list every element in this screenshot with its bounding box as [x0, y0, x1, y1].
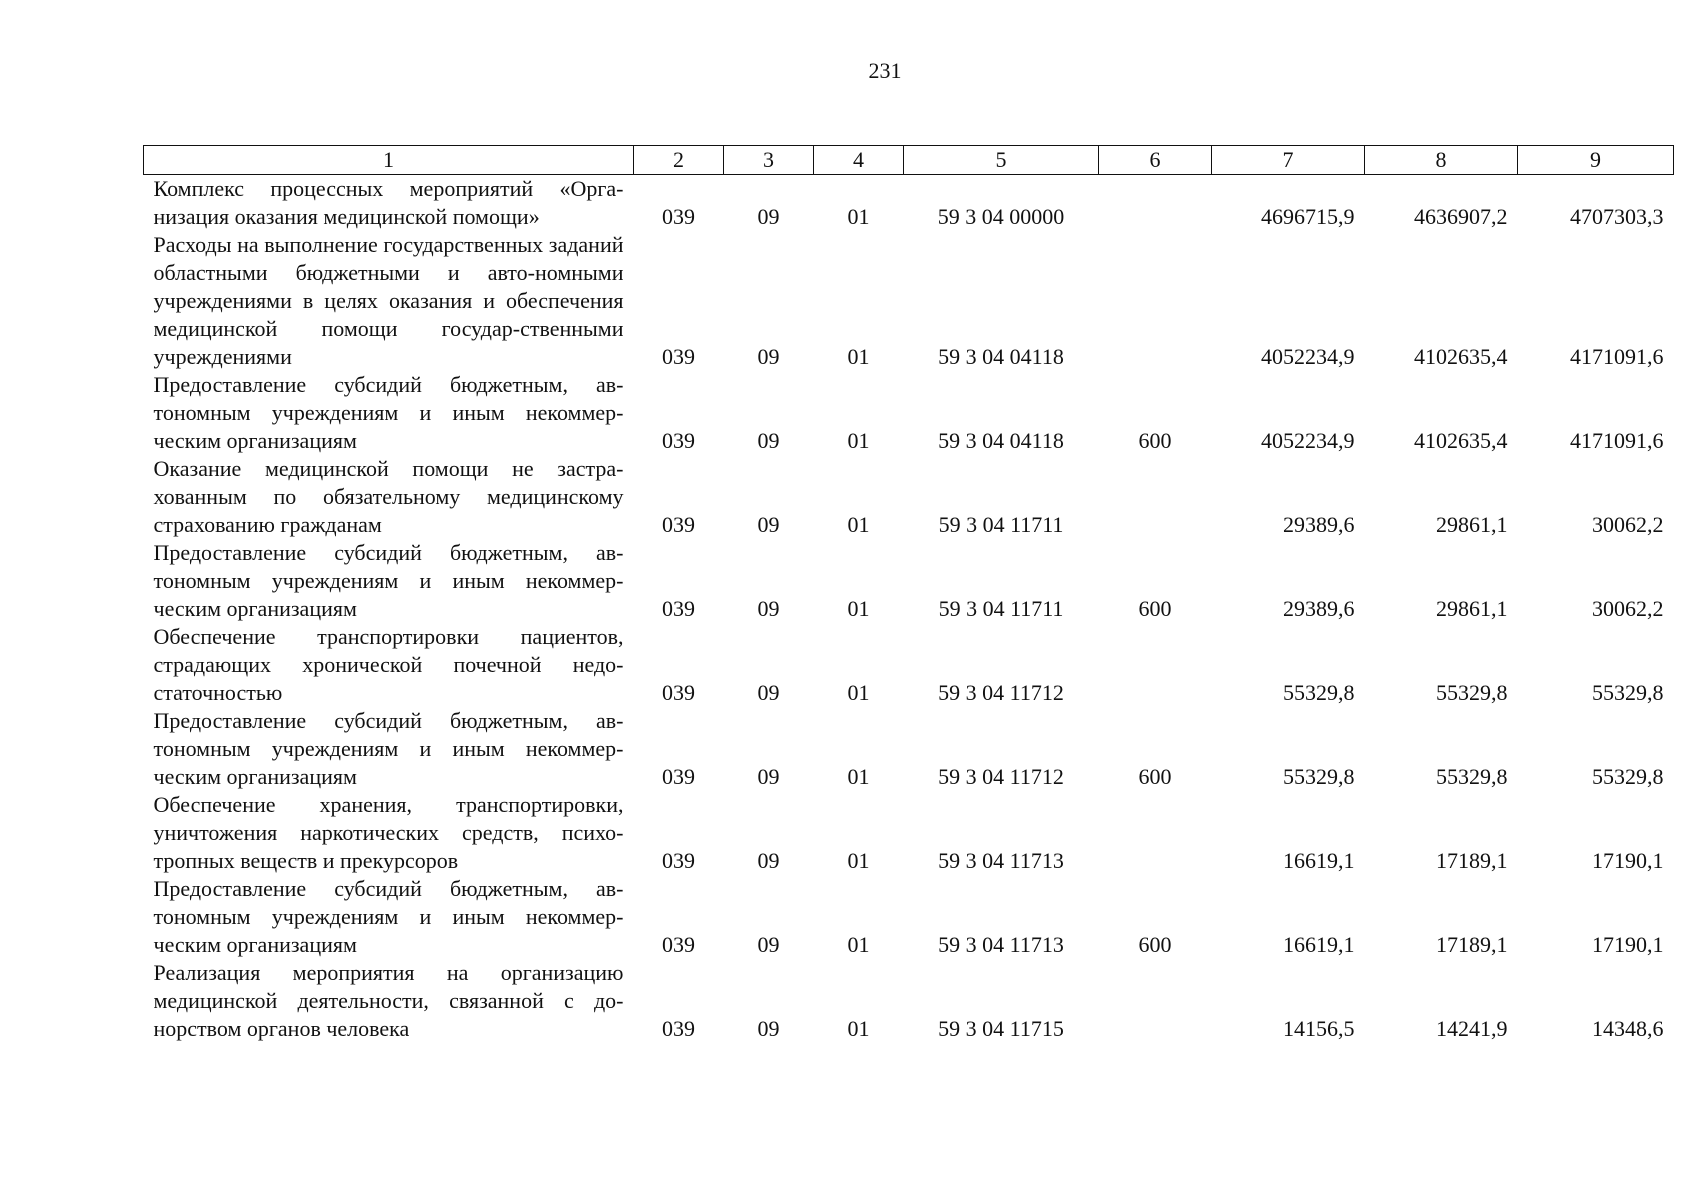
expense-type-cell — [1099, 455, 1212, 539]
table-row — [144, 455, 1674, 539]
table-row — [144, 371, 1674, 455]
amount-year3-cell: 4171091,6 — [1570, 344, 1664, 369]
section-cell: 09 — [757, 848, 780, 873]
subsection-cell: 01 — [847, 848, 870, 873]
column-header: 6 — [1099, 146, 1212, 175]
row-name: Предоставление субсидий бюджетным, ав-тономным учреждениям и иным некоммер-ческим организациям — [153, 372, 624, 453]
subsection-cell: 01 — [847, 344, 870, 369]
grbs-cell: 039 — [662, 428, 695, 453]
section-cell: 09 — [757, 204, 780, 229]
table-row — [144, 791, 1674, 875]
table-row — [144, 875, 1674, 959]
grbs-cell: 039 — [662, 204, 695, 229]
amount-year1-cell: 14156,5 — [1283, 1016, 1355, 1041]
expense-type-cell — [1099, 791, 1212, 875]
amount-year2-cell: 55329,8 — [1436, 764, 1508, 789]
table-row — [144, 707, 1674, 791]
expense-type-cell: 600 — [1138, 932, 1172, 957]
target-article-cell: 59 3 04 11711 — [938, 512, 1064, 537]
subsection-cell: 01 — [847, 1016, 870, 1041]
amount-year2-cell: 17189,1 — [1436, 932, 1508, 957]
column-header: 2 — [634, 146, 724, 175]
page-number: 231 — [868, 58, 902, 83]
section-cell: 09 — [757, 764, 780, 789]
column-header: 8 — [1365, 146, 1518, 175]
target-article-cell: 59 3 04 11712 — [938, 680, 1064, 705]
amount-year3-cell: 17190,1 — [1592, 848, 1664, 873]
column-header: 3 — [724, 146, 814, 175]
row-name: Реализация мероприятия на организацию медицинской деятельности, связанной с до-норством органов человека — [153, 960, 624, 1041]
table-row — [144, 175, 1674, 232]
amount-year3-cell: 55329,8 — [1592, 764, 1664, 789]
target-article-cell: 59 3 04 00000 — [937, 204, 1065, 229]
column-header: 4 — [814, 146, 904, 175]
row-name: Обеспечение транспортировки пациентов, страдающих хронической почечной недо-статочностью — [153, 624, 624, 705]
column-header: 5 — [904, 146, 1099, 175]
amount-year3-cell: 55329,8 — [1592, 680, 1664, 705]
section-cell: 09 — [757, 680, 780, 705]
expense-type-cell: 600 — [1138, 764, 1172, 789]
target-article-cell: 59 3 04 11713 — [938, 848, 1064, 873]
subsection-cell: 01 — [847, 764, 870, 789]
amount-year1-cell: 55329,8 — [1283, 680, 1355, 705]
table-row — [144, 623, 1674, 707]
grbs-cell: 039 — [662, 848, 695, 873]
amount-year3-cell: 4171091,6 — [1570, 428, 1664, 453]
amount-year2-cell: 4102635,4 — [1414, 344, 1508, 369]
amount-year3-cell: 30062,2 — [1592, 512, 1664, 537]
column-header: 9 — [1518, 146, 1674, 175]
target-article-cell: 59 3 04 11715 — [938, 1016, 1064, 1041]
expense-type-cell — [1099, 623, 1212, 707]
target-article-cell: 59 3 04 11712 — [938, 764, 1064, 789]
target-article-cell: 59 3 04 11713 — [938, 932, 1064, 957]
amount-year1-cell: 16619,1 — [1283, 848, 1355, 873]
section-cell: 09 — [757, 596, 780, 621]
amount-year1-cell: 55329,8 — [1283, 764, 1355, 789]
amount-year1-cell: 29389,6 — [1283, 512, 1355, 537]
table-row — [144, 959, 1674, 1043]
budget-table — [143, 145, 1674, 1043]
amount-year1-cell: 4696715,9 — [1261, 204, 1355, 229]
amount-year2-cell: 55329,8 — [1436, 680, 1508, 705]
amount-year2-cell: 14241,9 — [1436, 1016, 1508, 1041]
amount-year2-cell: 17189,1 — [1436, 848, 1508, 873]
section-cell: 09 — [757, 932, 780, 957]
target-article-cell: 59 3 04 04118 — [938, 428, 1064, 453]
target-article-cell: 59 3 04 11711 — [938, 596, 1064, 621]
table-row — [144, 539, 1674, 623]
target-article-cell: 59 3 04 04118 — [938, 344, 1064, 369]
row-name: Комплекс процессных мероприятий «Орга- низация оказания медицинской помощи» — [153, 176, 624, 229]
subsection-cell: 01 — [847, 932, 870, 957]
row-name: Предоставление субсидий бюджетным, ав-тономным учреждениям и иным некоммер-ческим организациям — [153, 876, 624, 957]
amount-year2-cell: 4102635,4 — [1414, 428, 1508, 453]
subsection-cell: 01 — [847, 512, 870, 537]
grbs-cell: 039 — [662, 344, 695, 369]
subsection-cell: 01 — [847, 596, 870, 621]
subsection-cell: 01 — [847, 428, 870, 453]
row-name: Расходы на выполнение государственных заданий областными бюджетными и авто-номными учреждениями в целях оказания и обеспечения медицинской помощи государ-ственными учреждениями — [153, 232, 624, 369]
subsection-cell: 01 — [847, 680, 870, 705]
row-name: Оказание медицинской помощи не застра-хованным по обязательному медицинскому страхованию гражданам — [153, 456, 624, 537]
grbs-cell: 039 — [662, 1016, 695, 1041]
expense-type-cell: 600 — [1138, 596, 1172, 621]
grbs-cell: 039 — [662, 932, 695, 957]
amount-year1-cell: 4052234,9 — [1261, 428, 1355, 453]
expense-type-cell: 600 — [1138, 428, 1172, 453]
grbs-cell: 039 — [662, 512, 695, 537]
table-header-row — [144, 146, 1674, 175]
grbs-cell: 039 — [662, 764, 695, 789]
section-cell: 09 — [757, 344, 780, 369]
amount-year3-cell: 30062,2 — [1592, 596, 1664, 621]
grbs-cell: 039 — [662, 680, 695, 705]
expense-type-cell — [1099, 959, 1212, 1043]
section-cell: 09 — [757, 428, 780, 453]
grbs-cell: 039 — [662, 596, 695, 621]
amount-year2-cell: 29861,1 — [1436, 512, 1508, 537]
expense-type-cell — [1099, 175, 1212, 232]
section-cell: 09 — [757, 512, 780, 537]
amount-year2-cell: 29861,1 — [1436, 596, 1508, 621]
table-row — [144, 231, 1674, 371]
row-name: Предоставление субсидий бюджетным, ав-тономным учреждениям и иным некоммер-ческим организациям — [153, 708, 624, 789]
amount-year1-cell: 16619,1 — [1283, 932, 1355, 957]
column-header: 1 — [144, 146, 634, 175]
row-name: Обеспечение хранения, транспортировки, уничтожения наркотических средств, психо-тропных веществ и прекурсоров — [153, 792, 624, 873]
column-header: 7 — [1212, 146, 1365, 175]
section-cell: 09 — [757, 1016, 780, 1041]
expense-type-cell — [1099, 231, 1212, 371]
amount-year3-cell: 17190,1 — [1592, 932, 1664, 957]
subsection-cell: 01 — [847, 204, 870, 229]
amount-year1-cell: 4052234,9 — [1261, 344, 1355, 369]
row-name: Предоставление субсидий бюджетным, ав-тономным учреждениям и иным некоммер-ческим организациям — [153, 540, 624, 621]
amount-year2-cell: 4636907,2 — [1414, 204, 1508, 229]
amount-year3-cell: 14348,6 — [1592, 1016, 1664, 1041]
amount-year1-cell: 29389,6 — [1283, 596, 1355, 621]
amount-year3-cell: 4707303,3 — [1570, 204, 1664, 229]
